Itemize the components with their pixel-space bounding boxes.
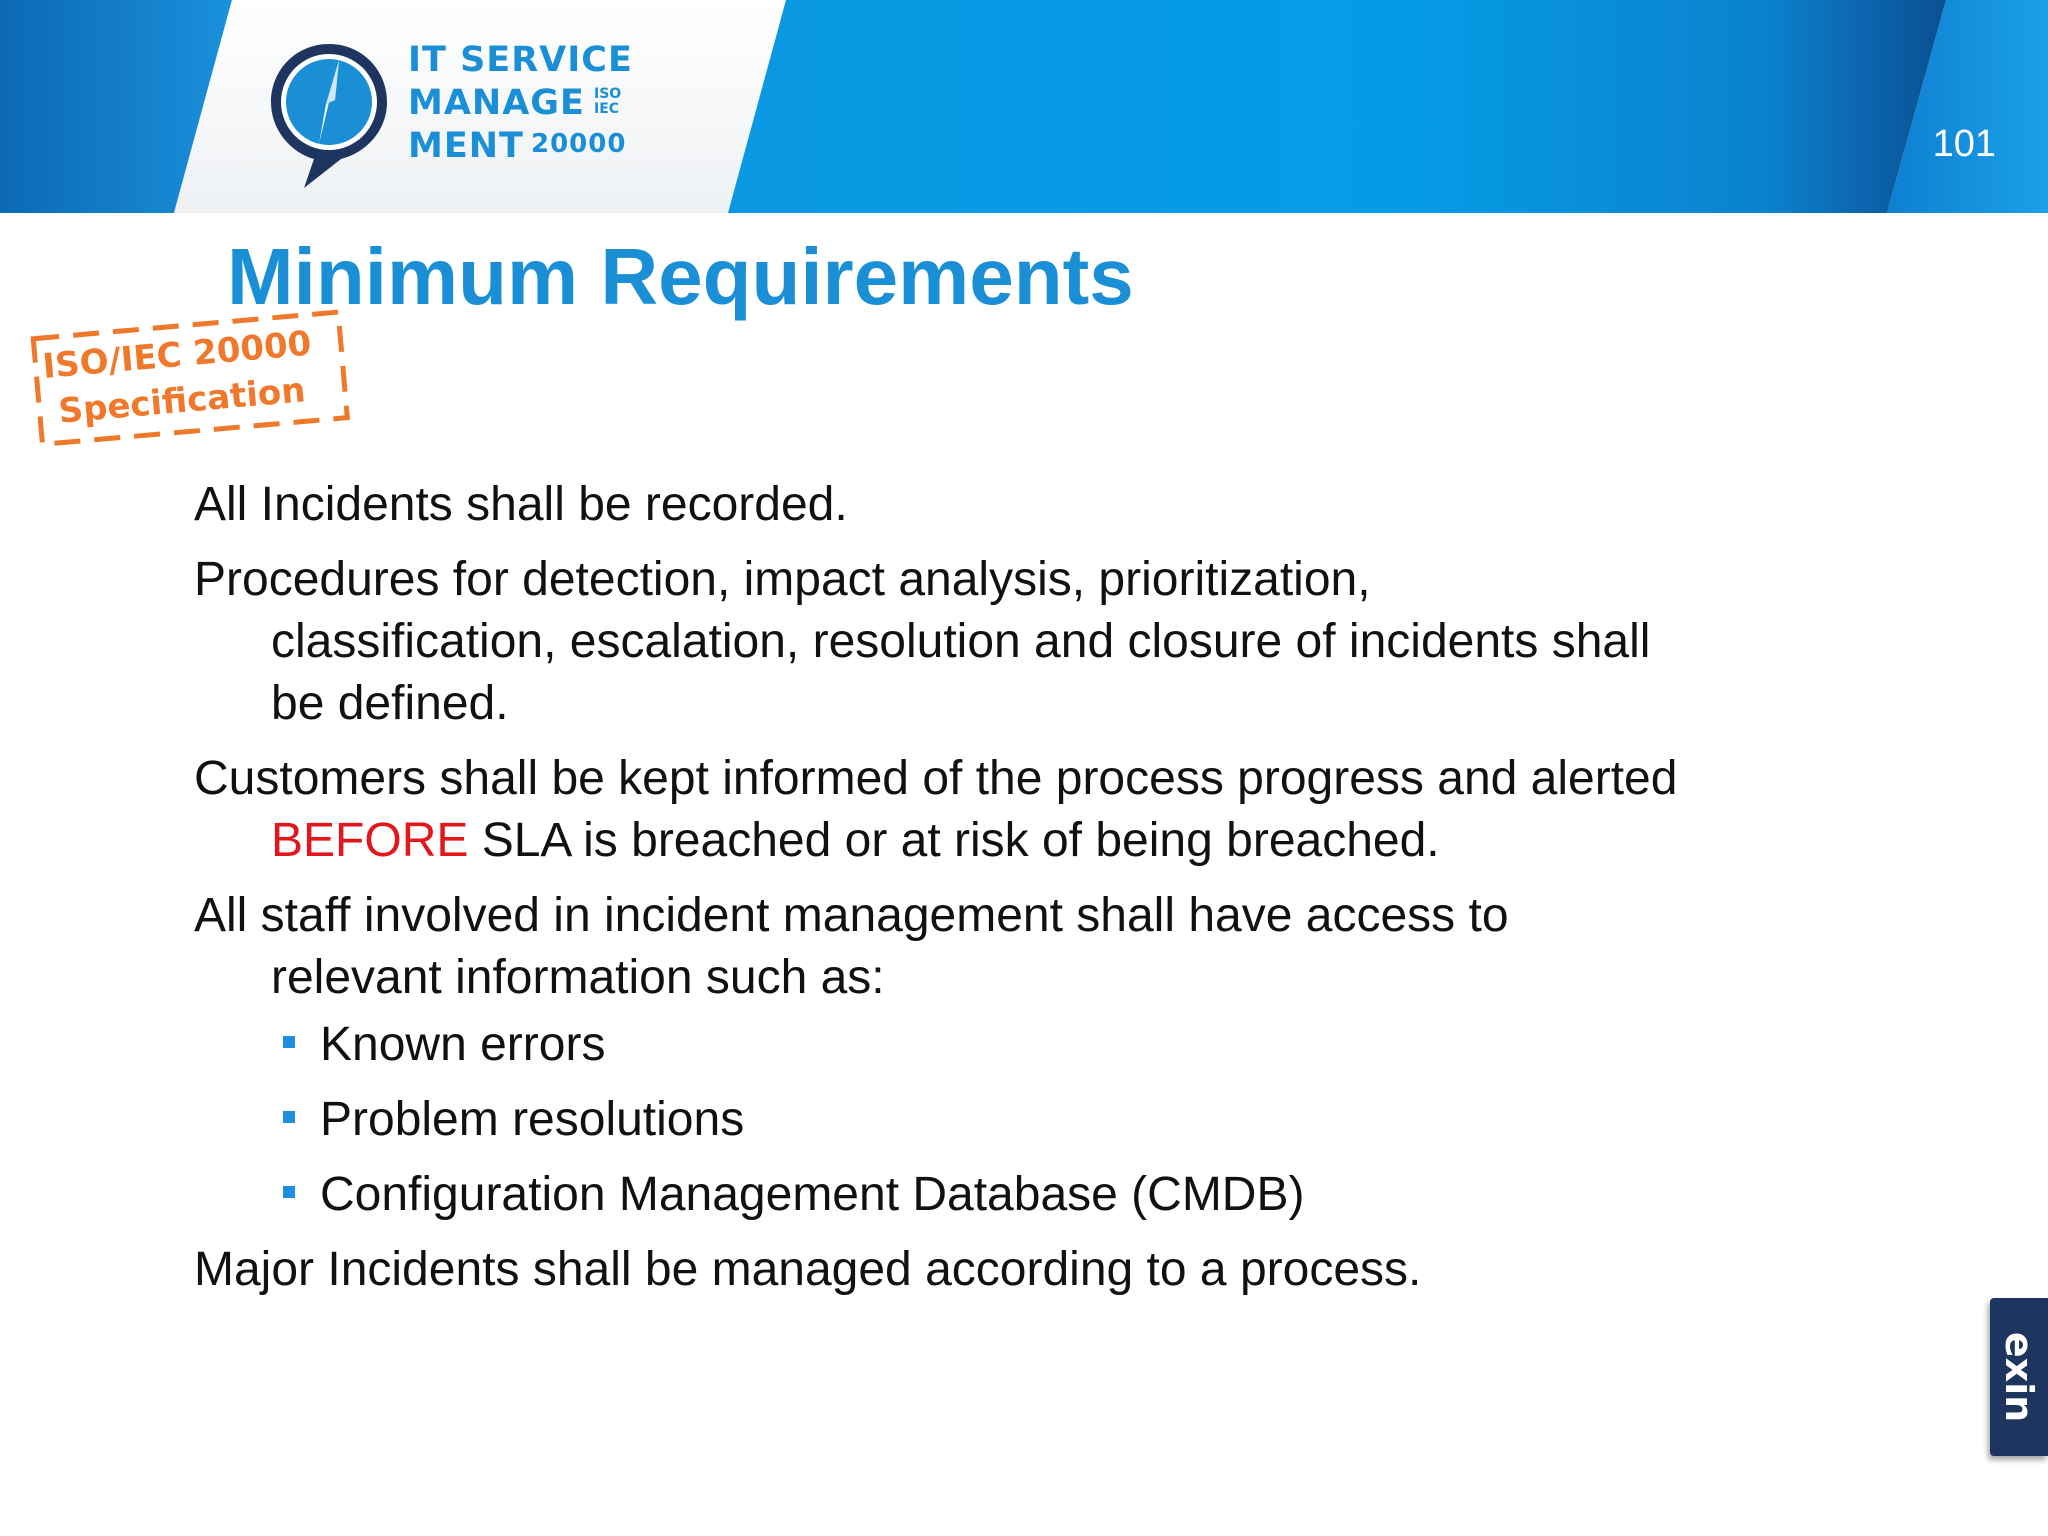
page-number: 101 — [1932, 123, 1996, 165]
square-bullet-icon — [283, 1036, 295, 1048]
requirement-procedures: Procedures for detection, impact analysis, prioritization, classification, escalation, resolution and closure of incidents shall be defined. — [194, 553, 1651, 730]
exin-wordmark: exin — [1997, 1331, 2041, 1423]
requirement-major-incidents: Major Incidents shall be managed according to a process. — [194, 1243, 1422, 1296]
stamp-line-2: Specification — [56, 370, 307, 432]
list-item-label: Known errors — [320, 1018, 606, 1071]
list-item-known-errors — [283, 1014, 1694, 1076]
square-bullet-icon — [283, 1186, 295, 1198]
logo-line-1: IT SERVICE — [408, 40, 633, 80]
requirement-customer-information — [194, 748, 1691, 872]
slide-title: Minimum Requirements — [227, 232, 1134, 321]
exin-logo — [1990, 1298, 2048, 1456]
customer-info-text-start: Customers shall be kept informed of the process progress and alerted — [194, 752, 1678, 805]
logo-iso: ISO — [594, 86, 622, 102]
iso-specification-stamp — [30, 309, 351, 448]
list-item-cmdb — [283, 1164, 1694, 1226]
logo-standard-number: 20000 — [531, 129, 627, 159]
stamp-line-1: ISO/IEC 20000 — [41, 323, 313, 387]
logo-iec: IEC — [594, 101, 620, 117]
customer-info-text-end: SLA is breached or at risk of being breached. — [468, 814, 1440, 867]
logo-wordmark — [408, 40, 648, 170]
slide-body — [194, 474, 1694, 1314]
before-highlight: BEFORE — [271, 814, 469, 867]
compass-icon — [268, 40, 390, 190]
itsm-logo — [268, 40, 638, 190]
requirement-recording: All Incidents shall be recorded. — [194, 478, 848, 531]
list-item-label: Configuration Management Database (CMDB) — [320, 1168, 1305, 1221]
list-item-label: Problem resolutions — [320, 1093, 745, 1146]
square-bullet-icon — [283, 1111, 295, 1123]
logo-line-3: MENT — [408, 126, 524, 166]
requirement-staff-access: All staff involved in incident management shall have access to relevant information such as: — [194, 889, 1509, 1004]
information-sources-list — [194, 1014, 1694, 1226]
list-item-problem-resolutions — [283, 1089, 1694, 1151]
logo-line-2: MANAGE — [408, 83, 585, 123]
